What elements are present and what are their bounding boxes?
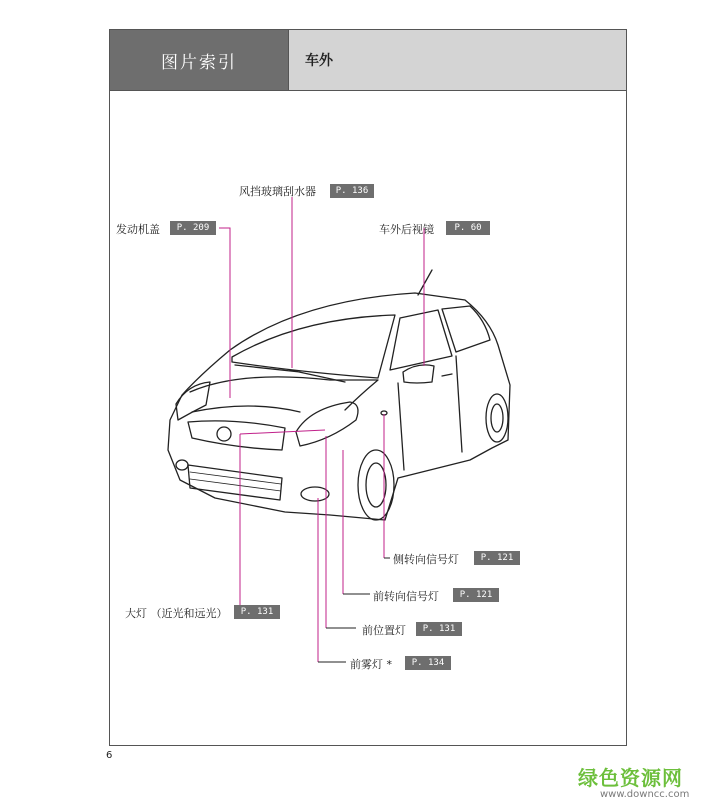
front-fog-light-page-tag[interactable]: P. 134 bbox=[405, 656, 451, 670]
front-fog-light-label: 前雾灯 * bbox=[350, 658, 392, 671]
hood-leader bbox=[219, 228, 230, 398]
right-headlight bbox=[296, 402, 358, 446]
page-number: 6 bbox=[106, 750, 113, 761]
front-side-window bbox=[390, 310, 452, 370]
section-title: 图片索引 bbox=[110, 30, 288, 90]
antenna bbox=[418, 270, 432, 295]
side-turn-signal-page-tag[interactable]: P. 121 bbox=[474, 551, 520, 565]
watermark-logo-text: 绿色资源网 bbox=[578, 766, 683, 790]
wiper-page-tag[interactable]: P. 136 bbox=[330, 184, 374, 198]
rear-wheel bbox=[486, 394, 508, 442]
mirror-page-tag[interactable]: P. 60 bbox=[446, 221, 490, 235]
front-position-light-label: 前位置灯 bbox=[362, 624, 406, 637]
fog-light bbox=[301, 487, 329, 501]
front-position-light-page-tag[interactable]: P. 131 bbox=[416, 622, 462, 636]
mirror-label: 车外后视镜 bbox=[379, 223, 434, 236]
left-headlight bbox=[176, 382, 210, 420]
front-turn-signal-label: 前转向信号灯 bbox=[373, 590, 439, 603]
hood-line bbox=[190, 377, 378, 410]
side-turn-signal-label: 侧转向信号灯 bbox=[393, 553, 459, 566]
upper-grille bbox=[188, 421, 285, 450]
front-wheel bbox=[358, 450, 394, 520]
wiper-label: 风挡玻璃刮水器 bbox=[239, 185, 316, 198]
headlights-label: 大灯 （近光和远光） bbox=[125, 607, 228, 620]
watermark-url: www.downcc.com bbox=[600, 789, 690, 800]
front-turn-signal-page-tag[interactable]: P. 121 bbox=[453, 588, 499, 602]
hood-page-tag[interactable]: P. 209 bbox=[170, 221, 216, 235]
subsection-title: 车外 bbox=[288, 30, 626, 90]
headlights-page-tag[interactable]: P. 131 bbox=[234, 605, 280, 619]
windshield bbox=[232, 315, 395, 378]
hood-label: 发动机盖 bbox=[116, 223, 160, 236]
side-mirror bbox=[403, 365, 434, 383]
emblem bbox=[217, 427, 231, 441]
bracket-lines bbox=[318, 558, 390, 662]
